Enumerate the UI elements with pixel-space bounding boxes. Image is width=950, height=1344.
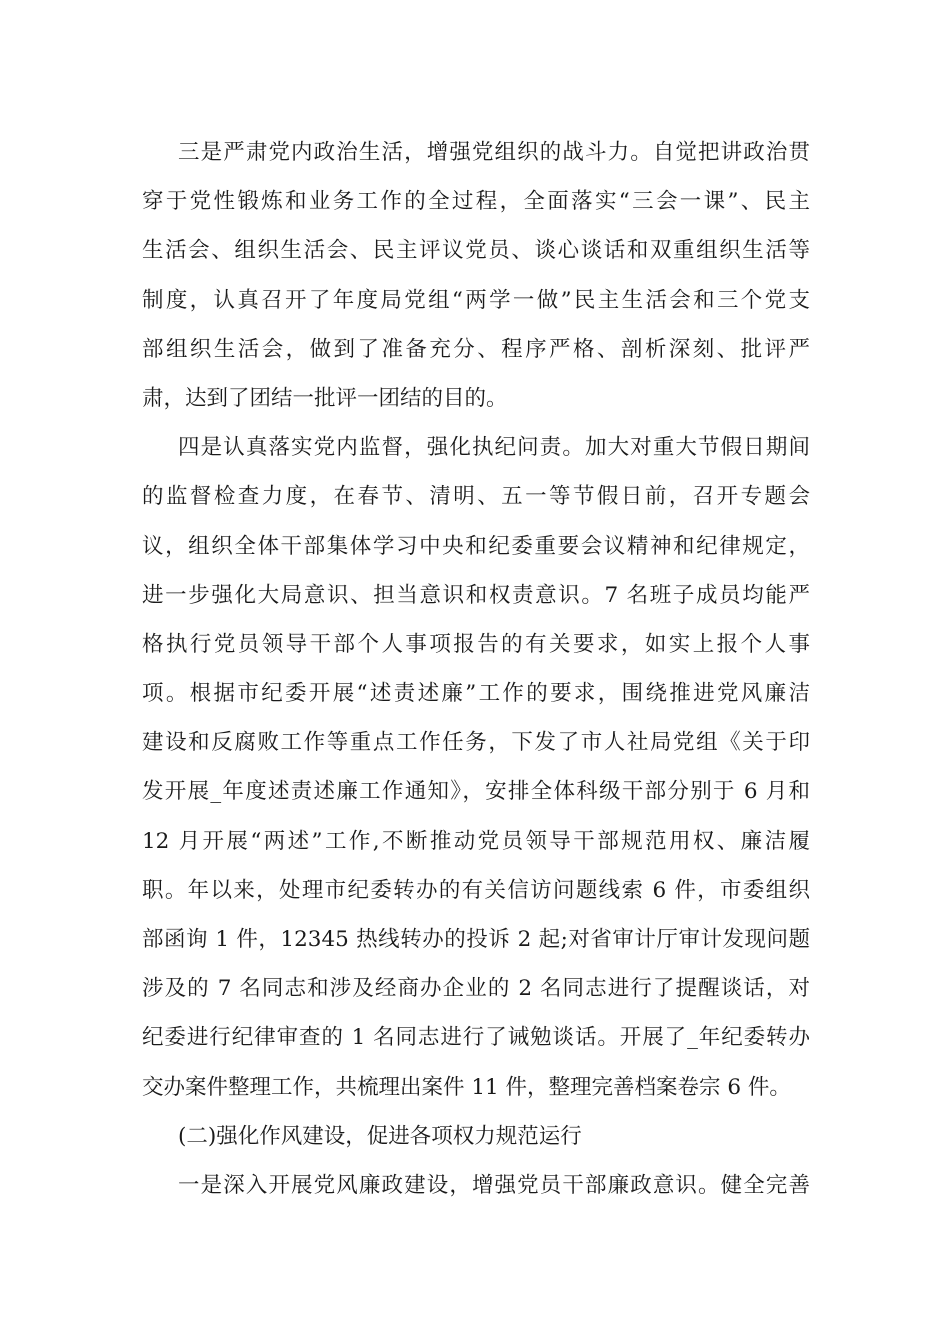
paragraph-line: 项。根据市纪委开展“述责述廉”工作的要求，围绕推进党风廉洁 [142, 681, 810, 707]
section-heading: (二)强化作风建设，促进各项权力规范运行 [178, 1123, 582, 1149]
paragraph-line: 格执行党员领导干部个人事项报告的有关要求，如实上报个人事 [142, 631, 810, 657]
paragraph-line: 肃，达到了团结一批评一团结的目的。 [142, 385, 508, 411]
paragraph-line: 部函询 1 件，12345 热线转办的投诉 2 起;对省审计厅审计发现问题 [142, 927, 810, 952]
paragraph-line: 穿于党性锻炼和业务工作的全过程，全面落实“三会一课”、民主 [142, 189, 810, 215]
paragraph-line: 纪委进行纪律审查的 1 名同志进行了诫勉谈话。开展了_年纪委转办 [142, 1025, 810, 1051]
paragraph-line: 三是严肃党内政治生活，增强党组织的战斗力。自觉把讲政治贯 [178, 140, 810, 165]
paragraph-line: 的监督检查力度，在春节、清明、五一等节假日前，召开专题会 [142, 484, 810, 510]
paragraph-line: 涉及的 7 名同志和涉及经商办企业的 2 名同志进行了提醒谈话，对 [142, 976, 810, 1002]
paragraph-line: 议，组织全体干部集体学习中央和纪委重要会议精神和纪律规定， [142, 533, 810, 559]
paragraph-line: 部组织生活会，做到了准备充分、程序严格、剖析深刻、批评严 [142, 336, 810, 362]
paragraph-line: 一是深入开展党风廉政建设，增强党员干部廉政意识。健全完善 [178, 1172, 810, 1198]
paragraph-line: 进一步强化大局意识、担当意识和权责意识。7 名班子成员均能严 [142, 582, 810, 608]
paragraph-line: 交办案件整理工作，共梳理出案件 11 件，整理完善档案卷宗 6 件。 [142, 1074, 791, 1100]
paragraph-line: 12 月开展“两述”工作,不断推动党员领导干部规范用权、廉洁履 [142, 828, 810, 854]
document-body [142, 128, 810, 1210]
paragraph-line: 四是认真落实党内监督，强化执纪问责。加大对重大节假日期间 [178, 435, 810, 461]
paragraph-line: 制度，认真召开了年度局党组“两学一做”民主生活会和三个党支 [142, 287, 810, 313]
paragraph-line: 职。年以来，处理市纪委转办的有关信访问题线索 6 件，市委组织 [142, 877, 810, 903]
paragraph-line: 发开展_年度述责述廉工作通知》，安排全体科级干部分别于 6 月和 [142, 779, 810, 805]
paragraph-line: 建设和反腐败工作等重点工作任务，下发了市人社局党组《关于印 [142, 730, 810, 756]
paragraph-line: 生活会、组织生活会、民主评议党员、谈心谈话和双重组织生活等 [142, 238, 810, 264]
